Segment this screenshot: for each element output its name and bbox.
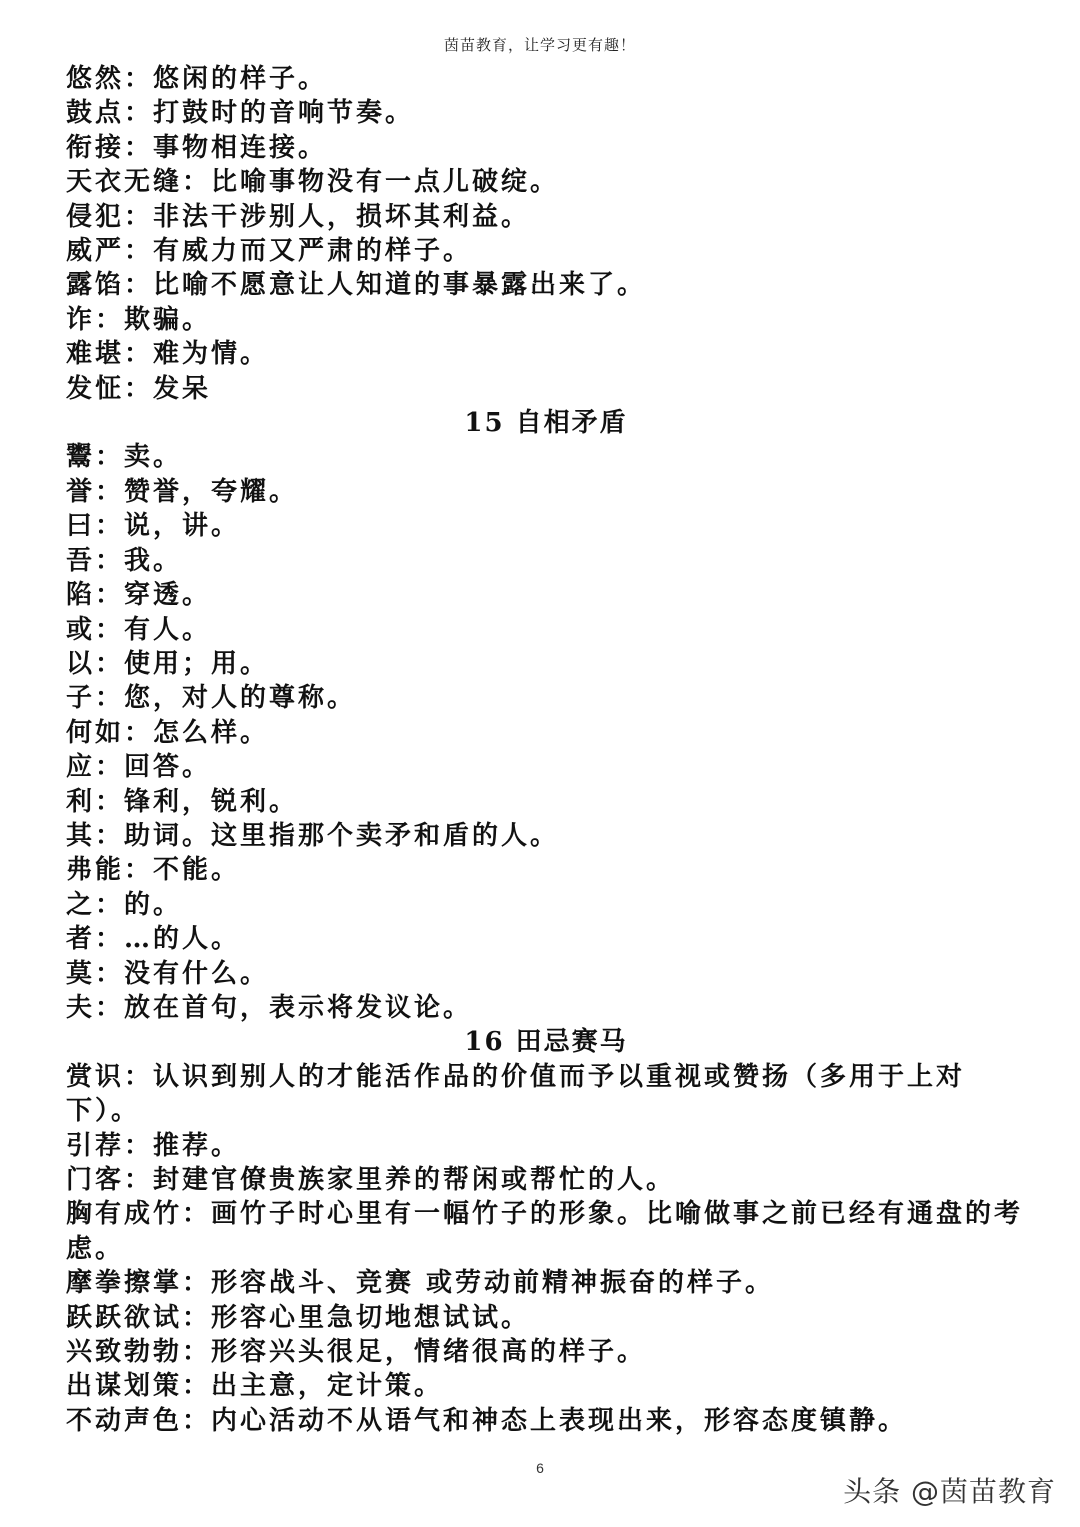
entry: 不动声色：内心活动不从语气和神态上表现出来，形容态度镇静。 xyxy=(66,1405,908,1436)
page-number: 6 xyxy=(536,1460,544,1476)
watermark: 头条 @茵苗教育 xyxy=(843,1475,1056,1508)
entry: 应：回答。 xyxy=(66,752,212,783)
entry: 衔接：事物相连接。 xyxy=(66,132,328,163)
entry: 诈：欺骗。 xyxy=(66,304,212,335)
entry: 摩拳擦掌：形容战斗、竞赛 或劳动前精神振奋的样子。 xyxy=(66,1268,775,1299)
entry: 引荐：推荐。 xyxy=(66,1130,241,1161)
section-title-16: 16 田忌赛马 xyxy=(464,1027,628,1058)
entry: 出谋划策：出主意，定计策。 xyxy=(66,1371,444,1402)
entry: 者：…的人。 xyxy=(66,924,241,955)
page-header: 茵苗教育，让学习更有趣！ xyxy=(443,36,636,54)
entry: 鬻：卖。 xyxy=(66,442,183,473)
entry: 跃跃欲试：形容心里急切地想试试。 xyxy=(66,1302,531,1333)
entry: 露馅：比喻不愿意让人知道的事暴露出来了。 xyxy=(66,270,647,301)
entry: 门客：封建官僚贵族家里养的帮闲或帮忙的人。 xyxy=(66,1165,676,1195)
entry: 曰：说，讲。 xyxy=(66,511,241,542)
entry: 夫：放在首句，表示将发议论。 xyxy=(66,992,473,1023)
entry: 其：助词。这里指那个卖矛和盾的人。 xyxy=(66,820,560,851)
entry: 何如：怎么样。 xyxy=(66,717,270,748)
entry: 悠然：悠闲的样子。 xyxy=(66,64,328,94)
entry-group-b xyxy=(66,440,1026,1025)
entry: 威严：有威力而又严肃的样子。 xyxy=(66,236,473,267)
entry: 以：使用；用。 xyxy=(66,648,270,679)
entry: 赏识：认识到别人的才能活作品的价值而予以重视或赞扬（多用于上对下）。 xyxy=(66,1061,966,1127)
entry: 莫：没有什么。 xyxy=(66,958,270,989)
entry: 或：有人。 xyxy=(66,614,212,645)
document-body xyxy=(66,62,1026,1438)
entry: 难堪：难为情。 xyxy=(66,339,270,370)
entry: 利：锋利，锐利。 xyxy=(66,786,299,817)
entry: 誉：赞誉，夸耀。 xyxy=(66,476,299,507)
entry: 陷：穿透。 xyxy=(66,580,212,611)
entry-group-c xyxy=(66,1060,1026,1438)
entry: 鼓点：打鼓时的音响节奏。 xyxy=(66,98,415,129)
entry: 吾：我。 xyxy=(66,545,183,576)
entry-group-a xyxy=(66,62,1026,406)
entry: 发怔：发呆 xyxy=(66,373,212,404)
entry: 胸有成竹：画竹子时心里有一幅竹子的形象。比喻做事之前已经有通盘的考虑。 xyxy=(66,1199,1024,1264)
entry: 弗能：不能。 xyxy=(66,855,241,886)
entry: 天衣无缝：比喻事物没有一点儿破绽。 xyxy=(66,167,560,198)
entry: 侵犯：非法干涉别人，损坏其利益。 xyxy=(66,201,531,232)
entry: 兴致勃勃：形容兴头很足，情绪很高的样子。 xyxy=(66,1337,647,1368)
entry: 之：的。 xyxy=(66,889,183,920)
entry: 子：您，对人的尊称。 xyxy=(66,683,357,714)
section-title-15: 15 自相矛盾 xyxy=(464,408,628,439)
